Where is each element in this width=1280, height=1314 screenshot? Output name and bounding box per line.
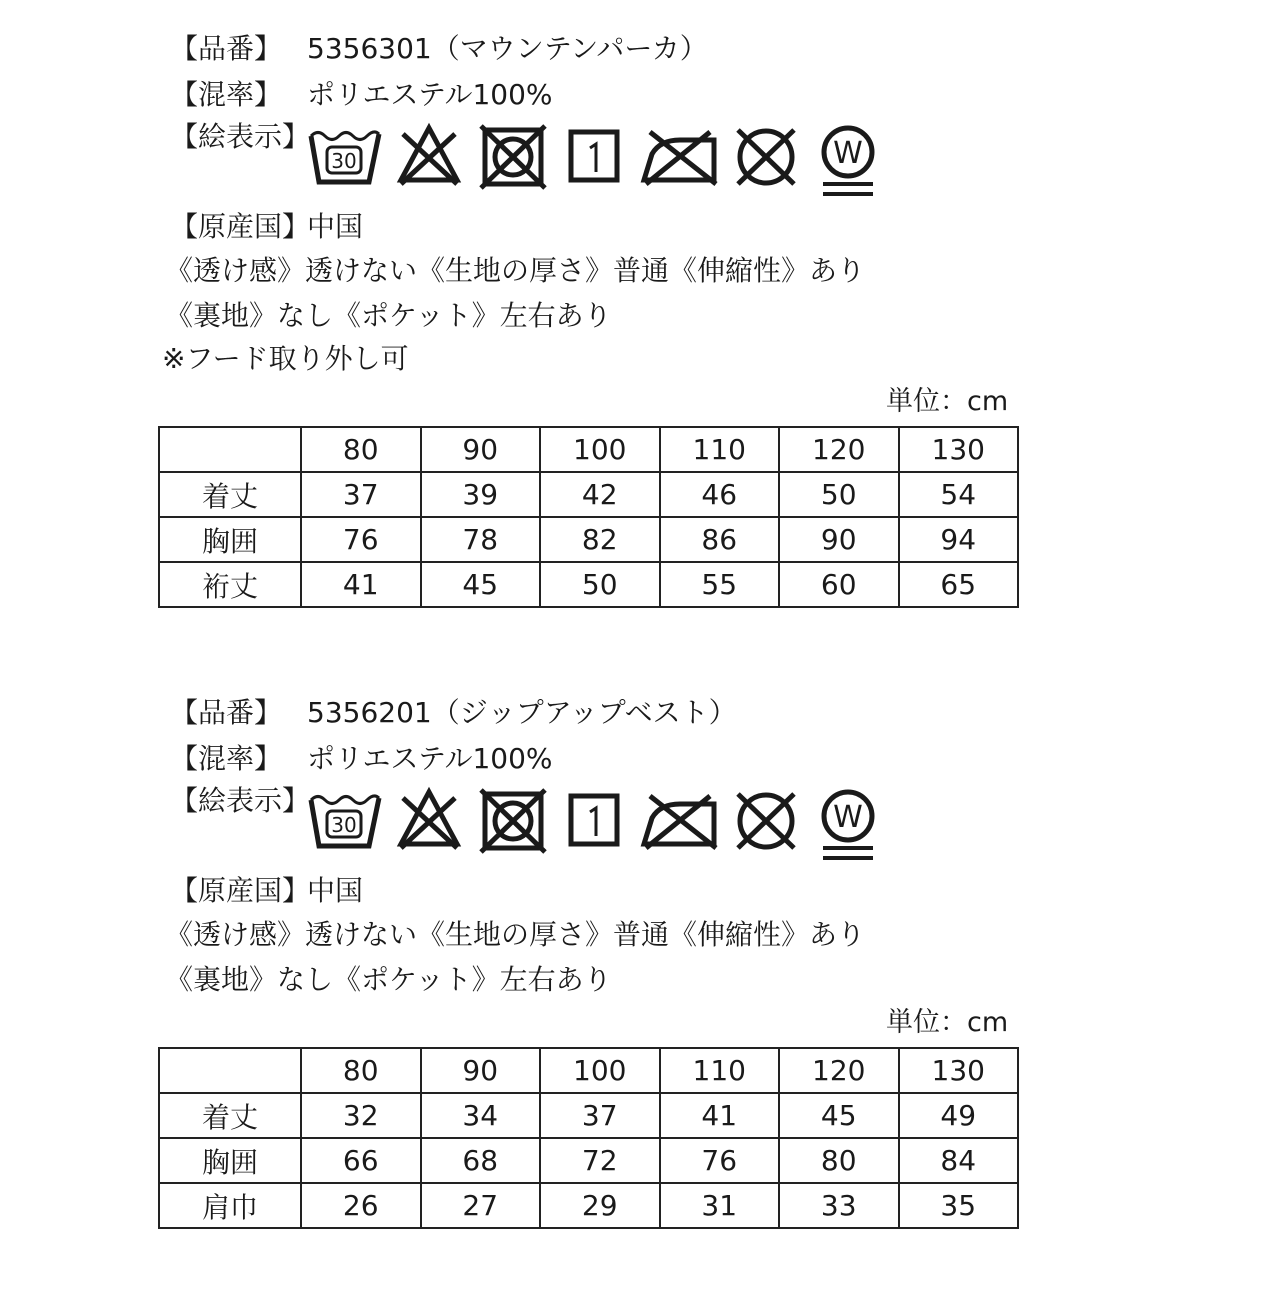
no-bleach-icon [393, 122, 465, 192]
table-cell: 86 [660, 517, 780, 562]
corner-cell [159, 1048, 301, 1093]
product-block-2 [0, 664, 1280, 1314]
table-row [159, 1183, 1018, 1228]
wet-clean-icon [815, 122, 881, 200]
table-cell: 80 [779, 1138, 899, 1183]
table-cell: 29 [540, 1183, 660, 1228]
features-line-2: 《裏地》なし《ポケット》左右あり [165, 963, 612, 996]
care-label-title: 【絵表示】 [170, 120, 311, 153]
table-cell: 72 [540, 1138, 660, 1183]
unit-label: 単位：cm [886, 1007, 1009, 1038]
product-note: ※フード取り外し可 [162, 342, 409, 375]
table-cell: 42 [540, 472, 660, 517]
size-header: 100 [540, 427, 660, 472]
row-label: 肩巾 [159, 1183, 301, 1228]
wet-clean-letter: W [833, 800, 863, 835]
wash-temp: 30 [331, 149, 357, 173]
table-cell: 41 [301, 562, 421, 607]
table-cell: 46 [660, 472, 780, 517]
table-cell: 45 [779, 1093, 899, 1138]
row-label: 裄丈 [159, 562, 301, 607]
size-header: 90 [421, 427, 541, 472]
table-cell: 37 [301, 472, 421, 517]
fabric-blend-value: ポリエステル100% [307, 78, 553, 111]
size-header: 130 [899, 427, 1019, 472]
unit-label: 単位：cm [886, 386, 1009, 417]
table-cell: 39 [421, 472, 541, 517]
size-header: 110 [660, 427, 780, 472]
product-number-label: 【品番】 [170, 696, 283, 729]
size-header-row [159, 427, 1018, 472]
product-block-1 [0, 0, 1280, 650]
no-dry-clean-icon [730, 786, 802, 856]
table-cell: 65 [899, 562, 1019, 607]
fabric-blend-label: 【混率】 [170, 78, 283, 111]
table-cell: 78 [421, 517, 541, 562]
table-cell: 32 [301, 1093, 421, 1138]
table-cell: 76 [660, 1138, 780, 1183]
table-cell: 26 [301, 1183, 421, 1228]
features-line-1: 《透け感》透けない《生地の厚さ》普通《伸縮性》あり [165, 918, 866, 951]
row-label: 胸囲 [159, 1138, 301, 1183]
table-cell: 76 [301, 517, 421, 562]
corner-cell [159, 427, 301, 472]
table-cell: 34 [421, 1093, 541, 1138]
table-cell: 33 [779, 1183, 899, 1228]
size-header: 100 [540, 1048, 660, 1093]
size-header: 110 [660, 1048, 780, 1093]
size-header: 80 [301, 1048, 421, 1093]
table-cell: 54 [899, 472, 1019, 517]
table-cell: 49 [899, 1093, 1019, 1138]
no-tumble-dry-icon [477, 786, 549, 856]
table-cell: 35 [899, 1183, 1019, 1228]
size-table [158, 1047, 1019, 1229]
table-cell: 82 [540, 517, 660, 562]
line-dry-icon [567, 786, 623, 856]
table-cell: 60 [779, 562, 899, 607]
table-cell: 94 [899, 517, 1019, 562]
features-line-2: 《裏地》なし《ポケット》左右あり [165, 299, 612, 332]
no-iron-icon [640, 786, 720, 856]
table-row [159, 472, 1018, 517]
care-label-title: 【絵表示】 [170, 784, 311, 817]
wash-30-icon [305, 122, 383, 192]
care-icons [305, 122, 885, 200]
table-cell: 41 [660, 1093, 780, 1138]
table-row [159, 1093, 1018, 1138]
table-cell: 50 [779, 472, 899, 517]
no-dry-clean-icon [730, 122, 802, 192]
wet-clean-icon [815, 786, 881, 864]
care-icons [305, 786, 885, 864]
fabric-blend-label: 【混率】 [170, 742, 283, 775]
table-cell: 84 [899, 1138, 1019, 1183]
wet-clean-letter: W [833, 136, 863, 171]
table-cell: 45 [421, 562, 541, 607]
size-header-row [159, 1048, 1018, 1093]
size-header: 130 [899, 1048, 1019, 1093]
table-cell: 27 [421, 1183, 541, 1228]
row-label: 着丈 [159, 1093, 301, 1138]
product-number-value: 5356301（マウンテンパーカ） [307, 32, 708, 65]
size-table [158, 426, 1019, 608]
no-iron-icon [640, 122, 720, 192]
origin-label: 【原産国】 [170, 210, 311, 243]
table-cell: 90 [779, 517, 899, 562]
origin-value: 中国 [307, 210, 364, 243]
no-tumble-dry-icon [477, 122, 549, 192]
line-dry-icon [567, 122, 623, 192]
table-cell: 66 [301, 1138, 421, 1183]
fabric-blend-value: ポリエステル100% [307, 742, 553, 775]
table-row [159, 517, 1018, 562]
table-cell: 31 [660, 1183, 780, 1228]
wash-30-icon [305, 786, 383, 856]
table-row [159, 1138, 1018, 1183]
table-cell: 37 [540, 1093, 660, 1138]
features-line-1: 《透け感》透けない《生地の厚さ》普通《伸縮性》あり [165, 254, 866, 287]
origin-label: 【原産国】 [170, 874, 311, 907]
wash-temp: 30 [331, 813, 357, 837]
size-header: 120 [779, 1048, 899, 1093]
origin-value: 中国 [307, 874, 364, 907]
table-cell: 68 [421, 1138, 541, 1183]
no-bleach-icon [393, 786, 465, 856]
product-number-label: 【品番】 [170, 32, 283, 65]
table-cell: 55 [660, 562, 780, 607]
table-row [159, 562, 1018, 607]
row-label: 胸囲 [159, 517, 301, 562]
size-header: 120 [779, 427, 899, 472]
size-header: 80 [301, 427, 421, 472]
table-cell: 50 [540, 562, 660, 607]
row-label: 着丈 [159, 472, 301, 517]
size-header: 90 [421, 1048, 541, 1093]
product-number-value: 5356201（ジップアップベスト） [307, 696, 737, 729]
